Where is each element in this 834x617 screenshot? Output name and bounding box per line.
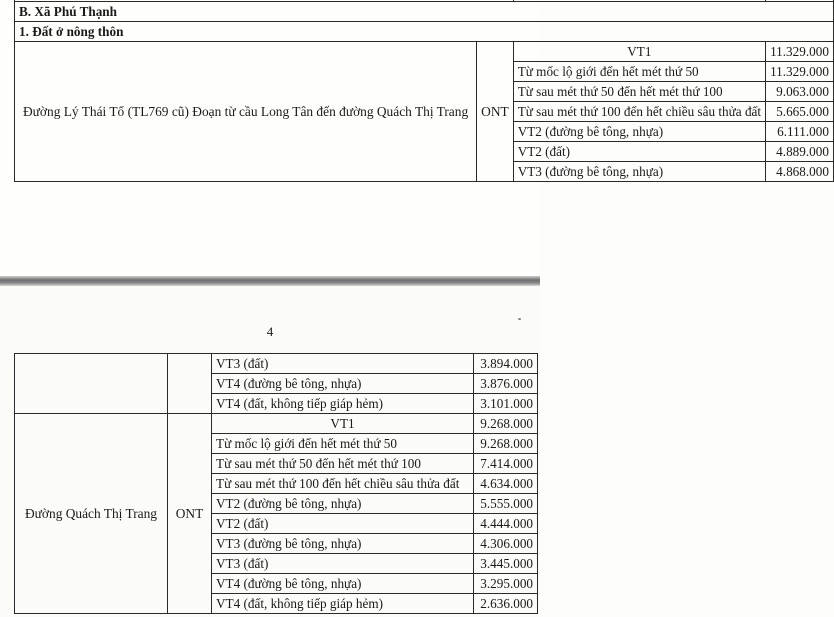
position-desc: VT3 (đường bê tông, nhựa): [212, 534, 474, 554]
price-value: 7.414.000: [474, 454, 538, 474]
road-name: Đường Quách Thị Trang: [15, 414, 168, 614]
position-desc: VT1: [513, 42, 765, 62]
position-desc: VT4 (đất, không tiếp giáp hẻm): [212, 594, 474, 614]
position-desc: VT2 (đất): [513, 142, 765, 162]
page-number: 4: [266, 324, 274, 339]
price-value: 3.894.000: [474, 354, 538, 374]
price-value: 3.101.000: [474, 394, 538, 414]
scan-speck: [518, 318, 521, 320]
page-separator: [0, 276, 540, 286]
price-value: 5.555.000: [474, 494, 538, 514]
section-row: [15, 2, 834, 22]
position-desc: VT3 (đất): [212, 554, 474, 574]
subsection-title: 1. Đất ở nông thôn: [15, 22, 834, 42]
table-row: [15, 42, 834, 62]
position-desc: Từ sau mét thứ 50 đến hết mét thứ 100: [212, 454, 474, 474]
price-value: 9.268.000: [474, 414, 538, 434]
price-value: 4.444.000: [474, 514, 538, 534]
price-table-bottom: [14, 353, 538, 614]
price-value: 11.329.000: [766, 62, 834, 82]
price-value: 6.111.000: [766, 122, 834, 142]
position-desc: Từ sau mét thứ 50 đến hết mét thứ 100: [513, 82, 765, 102]
table-row: [15, 354, 538, 374]
price-value: 4.306.000: [474, 534, 538, 554]
position-desc: VT2 (đường bê tông, nhựa): [212, 494, 474, 514]
price-value: 4.634.000: [474, 474, 538, 494]
price-value: 9.063.000: [766, 82, 834, 102]
land-type-continued: [168, 354, 212, 414]
table-row: [15, 414, 538, 434]
land-type: ONT: [477, 42, 514, 182]
price-value: 4.889.000: [766, 142, 834, 162]
position-desc: VT3 (đất): [212, 354, 474, 374]
price-value: 9.268.000: [474, 434, 538, 454]
position-desc: VT4 (đường bê tông, nhựa): [212, 574, 474, 594]
position-desc: VT3 (đường bê tông, nhựa): [513, 162, 765, 182]
section-row: [15, 22, 834, 42]
price-value: 5.665.000: [766, 102, 834, 122]
price-value: 3.295.000: [474, 574, 538, 594]
position-desc: VT1: [212, 414, 474, 434]
position-desc: VT4 (đường bê tông, nhựa): [212, 374, 474, 394]
position-desc: VT2 (đất): [212, 514, 474, 534]
position-desc: VT2 (đường bê tông, nhựa): [513, 122, 765, 142]
section-title: B. Xã Phú Thạnh: [15, 2, 834, 22]
road-name: Đường Lý Thái Tổ (TL769 cũ) Đoạn từ cầu Long Tân đến đường Quách Thị Trang: [15, 42, 477, 182]
position-desc: VT4 (đất, không tiếp giáp hẻm): [212, 394, 474, 414]
position-desc: Từ sau mét thứ 100 đến hết chiều sâu thửa đất: [212, 474, 474, 494]
road-name-continued: [15, 354, 168, 414]
position-desc: Từ mốc lộ giới đến hết mét thứ 50: [212, 434, 474, 454]
position-desc: Từ sau mét thứ 100 đến hết chiều sâu thửa đất: [513, 102, 765, 122]
price-value: 3.445.000: [474, 554, 538, 574]
price-value: 3.876.000: [474, 374, 538, 394]
price-value: 4.868.000: [766, 162, 834, 182]
price-value: 2.636.000: [474, 594, 538, 614]
position-desc: Từ mốc lộ giới đến hết mét thứ 50: [513, 62, 765, 82]
land-type: ONT: [168, 414, 212, 614]
price-table-top: [14, 0, 834, 182]
price-value: 11.329.000: [766, 42, 834, 62]
